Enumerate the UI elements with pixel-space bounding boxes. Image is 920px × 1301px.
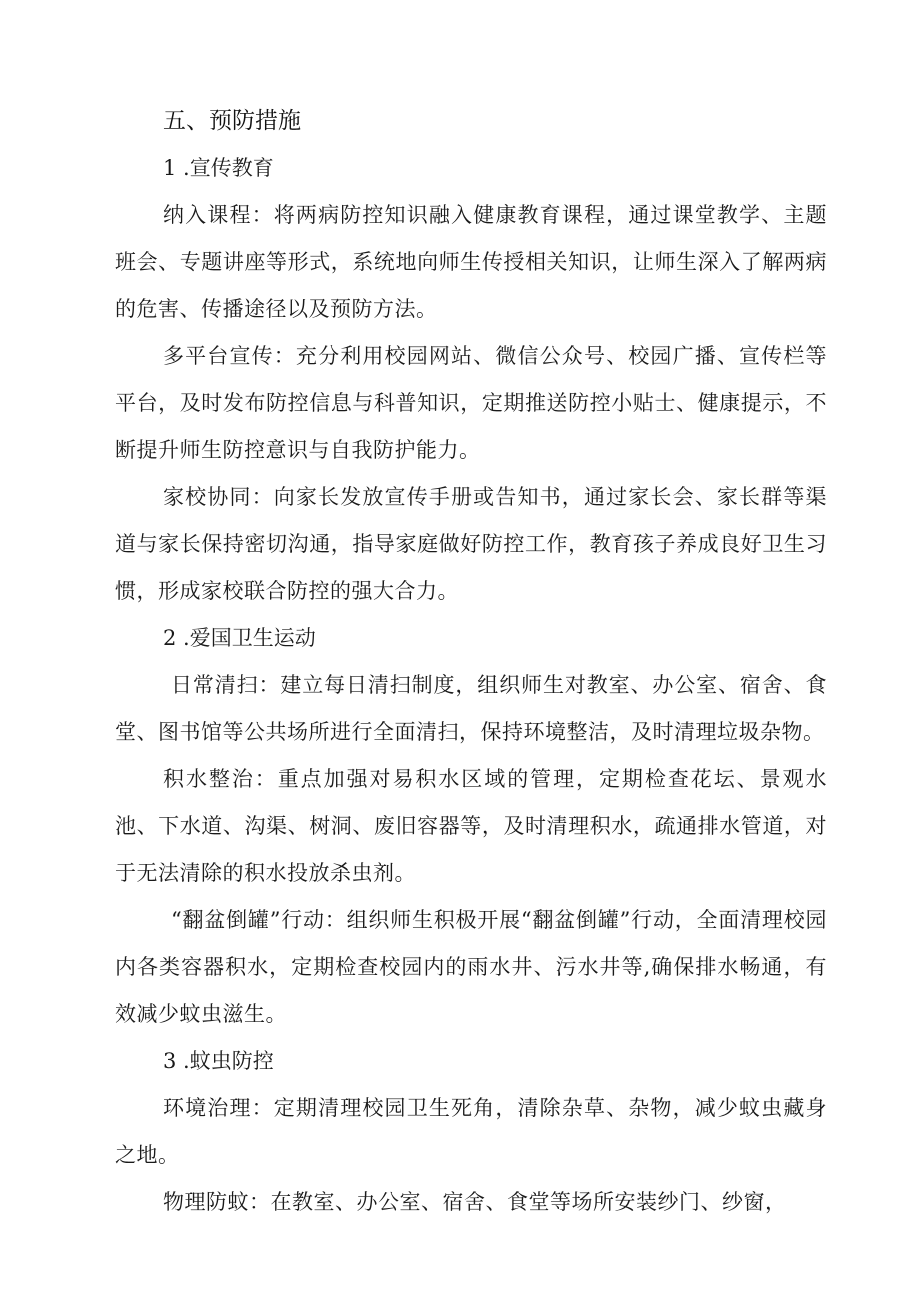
section-title: 五、预防措施 bbox=[163, 108, 301, 134]
subsection-heading: 1 .宣传教育 bbox=[163, 156, 274, 180]
content-blocks bbox=[115, 145, 827, 1226]
document-body bbox=[115, 98, 827, 1226]
body-paragraph: 多平台宣传：充分利用校园网站、微信公众号、校园广播、宣传栏等平台，及时发布防控信息与科普知识，定期推送防控小贴士、健康提示，不断提升师生防控意识与自我防护能力。 bbox=[115, 344, 827, 462]
body-paragraph: “翻盆倒罐”行动：组织师生积极开展“翻盆倒罐”行动，全面清理校园内各类容器积水，定期检查校园内的雨水井、污水井等,确保排水畅通，有效减少蚊虫滋生。 bbox=[115, 908, 827, 1026]
body-paragraph: 积水整治：重点加强对易积水区域的管理，定期检查花坛、景观水池、下水道、沟渠、树洞、废旧容器等，及时清理积水，疏通排水管道，对于无法清除的积水投放杀虫剂。 bbox=[115, 767, 827, 885]
body-paragraph: 纳入课程：将两病防控知识融入健康教育课程，通过课堂教学、主题班会、专题讲座等形式，系统地向师生传授相关知识，让师生深入了解两病的危害、传播途径以及预防方法。 bbox=[115, 203, 827, 321]
body-paragraph: 日常清扫：建立每日清扫制度，组织师生对教室、办公室、宿舍、食堂、图书馆等公共场所进行全面清扫，保持环境整洁，及时清理垃圾杂物。 bbox=[115, 673, 827, 744]
body-paragraph: 环境治理：定期清理校园卫生死角，清除杂草、杂物，减少蚊虫藏身之地。 bbox=[115, 1096, 827, 1167]
subsection-heading: 2 .爱国卫生运动 bbox=[163, 626, 316, 650]
subsection-heading: 3 .蚊虫防控 bbox=[163, 1049, 274, 1073]
body-paragraph: 物理防蚊：在教室、办公室、宿舍、食堂等场所安装纱门、纱窗， bbox=[163, 1190, 787, 1214]
body-paragraph: 家校协同：向家长发放宣传手册或告知书，通过家长会、家长群等渠道与家长保持密切沟通，指导家庭做好防控工作，教育孩子养成良好卫生习惯，形成家校联合防控的强大合力。 bbox=[115, 485, 827, 603]
